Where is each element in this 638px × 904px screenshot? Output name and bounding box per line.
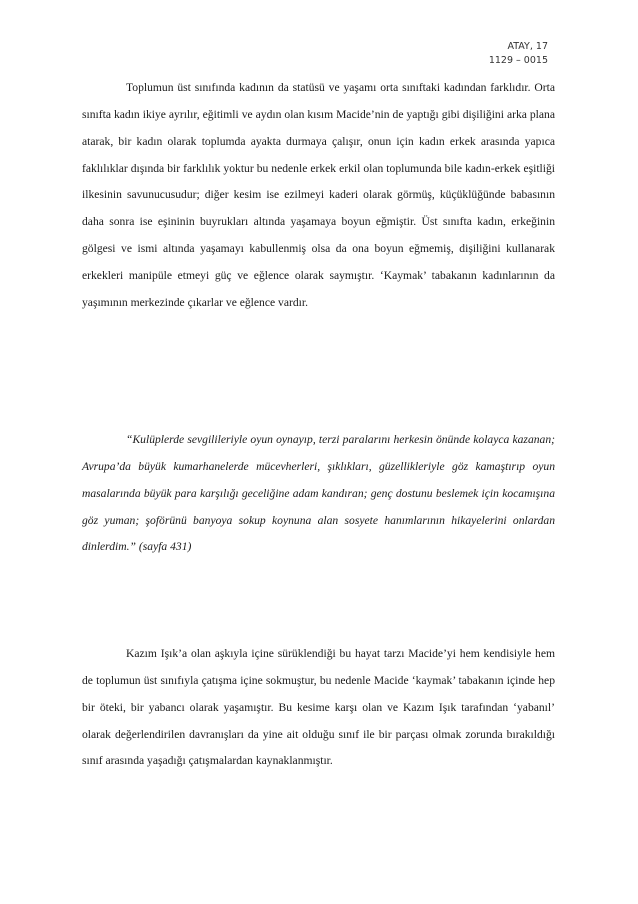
header-author-page: ATAY, 17 xyxy=(507,41,548,52)
paragraph-macide-conflict: Kazım Işık’a olan aşkıyla içine sürüklendiği bu hayat tarzı Macide’yi hem kendisiyle hem de toplumun üst sınıfıyla çatışma içine sokmuştur, bu nedenle Macide ‘kaymak’ tabakanın içinde hep bir öteki, bir yabancı olarak yaşamıştır. Bu kesime karşı olan ve Kazım Işık tarafından ‘yabanıl’ olarak değerlendirilen davranışları da yine ait olduğu sınıf ile bir parçası olmak zorunda bırakıldığı sınıf arasında yaşadığı çatışmalardan kaynaklanmıştır. xyxy=(82,647,555,768)
block-quotation: “Kulüplerde sevgilileriyle oyun oynayıp, terzi paralarını herkesin önünde kolayca kazanan; Avrupa’da büyük kumarhanelerde mücevherleri, şıklıkları, güzellikleriyle göz kamaştırıp oyun masalarında büyük para karşılığı geceliğine adam kandıran; genç dostunu beslemek için kocamışına göz yuman; şoförünü banyoya sokup koynuna alan sosyete hanımlarının hikayelerini onlardan dinlerdim.” (sayfa 431) xyxy=(82,433,555,554)
header-student-number: 1129 – 0015 xyxy=(488,55,548,66)
paragraph-upper-class-women: Toplumun üst sınıfında kadının da statüsü ve yaşamı orta sınıftaki kadından farklıdır. Orta sınıfta kadın ikiye ayrılır, eğitimli ve aydın olan kısım Macide’nin de yaptığı gibi dişiliğini arka plana atarak, bir kadın olarak toplumda ayakta durmaya çalışır, onun için kadın erkek arasında yapıca faklılıklar dışında bir farklılık yoktur bu nedenle erkek erkil olan toplumunda bile kadın-erkek eşitliği ilkesinin savunucusudur; diğer kesim ise ezilmeyi kaderi olarak görmüş, küçüklüğünde babasının daha sonra ise eşininin buyrukları altında yaşamaya boyun eğmiştir. Üst sınıfta kadın, erkeğinin gölgesi ve ismi altında yaşamayı kabullenmiş olsa da ona boyun eğmemiş, dişiliğini kullanarak erkekleri manipüle etmeyi güç ve eğlence olarak saymıştır. ‘Kaymak’ tabakanın kadınlarının da yaşımının merkezinde çıkarlar ve eğlence vardır. xyxy=(82,81,555,309)
page-header xyxy=(489,40,548,68)
